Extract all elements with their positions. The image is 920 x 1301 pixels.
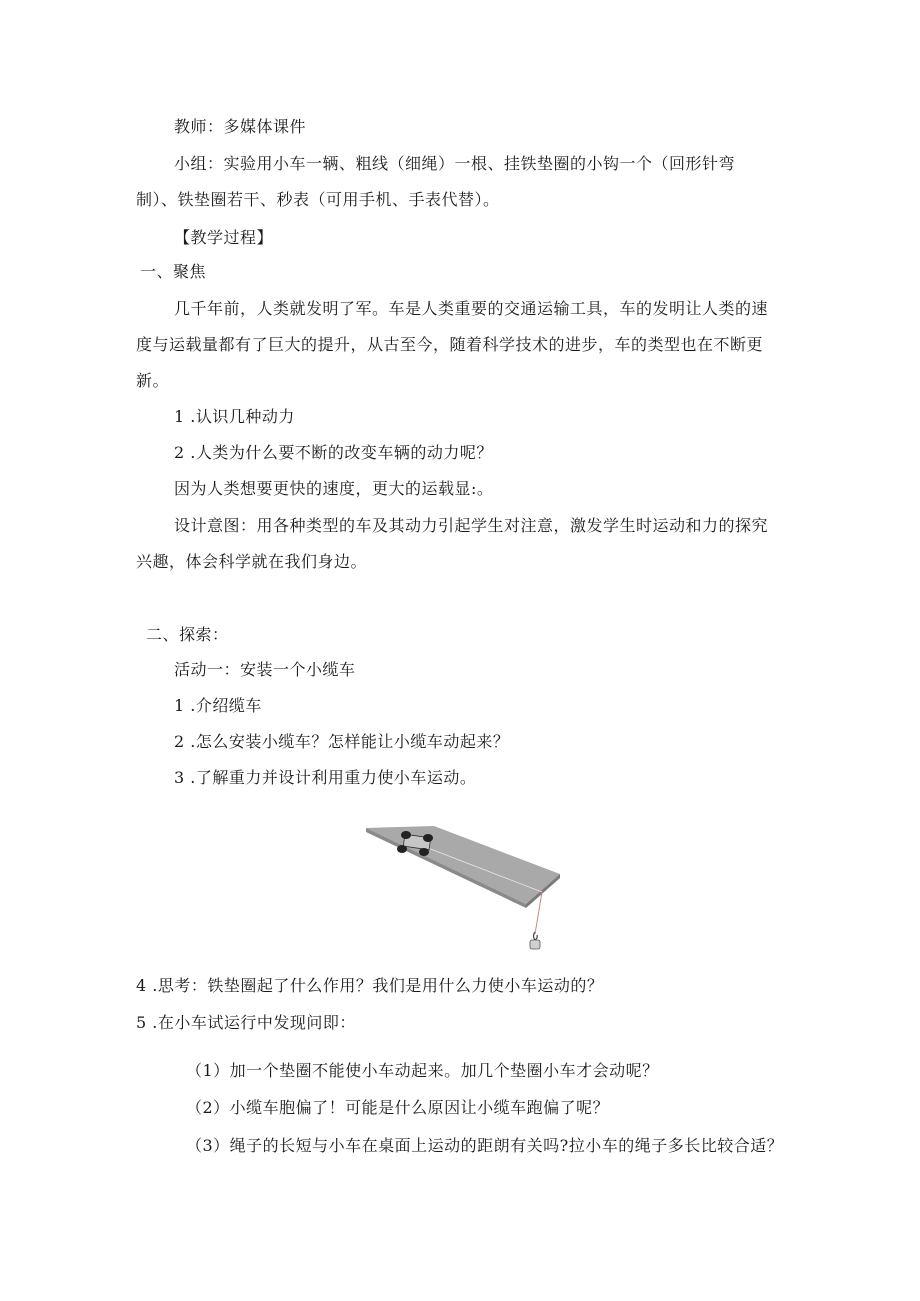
focus-para-line2: 度与运载量都有了巨大的提升，从古至今，随着科学技术的进步，车的类型也在不断更 [136,335,764,354]
focus-para-line3: 新。 [136,371,170,390]
explore-item-1: 1 .介绍缆车 [174,696,262,715]
materials-group-line1: 小组：实验用小车一辆、粗线（细绳）一根、挂铁垫圈的小钩一个（回形针弯 [174,154,736,173]
focus-design-line1: 设计意图：用各种类型的车及其动力引起学生对注意，激发学生时运动和力的探究 [174,516,769,535]
wheel [397,845,407,853]
wheel [419,848,429,856]
process-heading: 【教学过程】 [174,228,274,247]
explore-sub-1: （1）加一个垫圈不能使小车动起来。加几个垫圈小车才会动呢？ [186,1061,659,1080]
focus-design-line2: 兴趣，体会科学就在我们身边。 [136,552,368,571]
cable-car-illustration [364,822,564,962]
explore-activity: 活动一：安装一个小缆车 [174,660,356,679]
explore-item-4: 4 .思考：铁垫圈起了什么作用？我们是用什么力使小车运动的？ [136,976,604,995]
materials-group-line2: 制）、铁垫圈若干、秒表（可用手机、手表代替）。 [136,190,500,209]
explore-item-2: 2 .怎么安装小缆车？怎样能让小缆车动起来？ [174,732,510,751]
table-board [366,826,560,904]
washers [530,940,540,949]
wheel [401,831,411,839]
focus-para-line1: 几千年前，人类就发明了军。车是人类重要的交通运输工具，车的发明让人类的速 [174,299,769,318]
wheel [423,834,433,842]
explore-heading: 二、探索： [146,625,229,644]
explore-item-3: 3 .了解重力并设计利用重力使小车运动。 [174,768,477,787]
explore-item-5: 5 .在小车试运行中发现问即： [136,1013,356,1032]
focus-heading: 一、聚焦 [140,262,207,281]
explore-sub-2: （2）小缆车胞偏了！可能是什么原因让小缆车跑偏了呢？ [186,1098,610,1117]
focus-item-1: 1 .认识几种动力 [174,407,295,426]
materials-teacher: 教师：多媒体课件 [174,117,307,136]
focus-item-2: 2 .人类为什么要不断的改变车辆的动力呢？ [174,443,493,462]
focus-answer: 因为人类想要更快的速度，更大的运载显:。 [174,479,494,498]
explore-sub-3: （3）绳子的长短与小车在桌面上运动的距朗有关吗?拉小车的绳子多长比较合适？ [186,1136,784,1155]
